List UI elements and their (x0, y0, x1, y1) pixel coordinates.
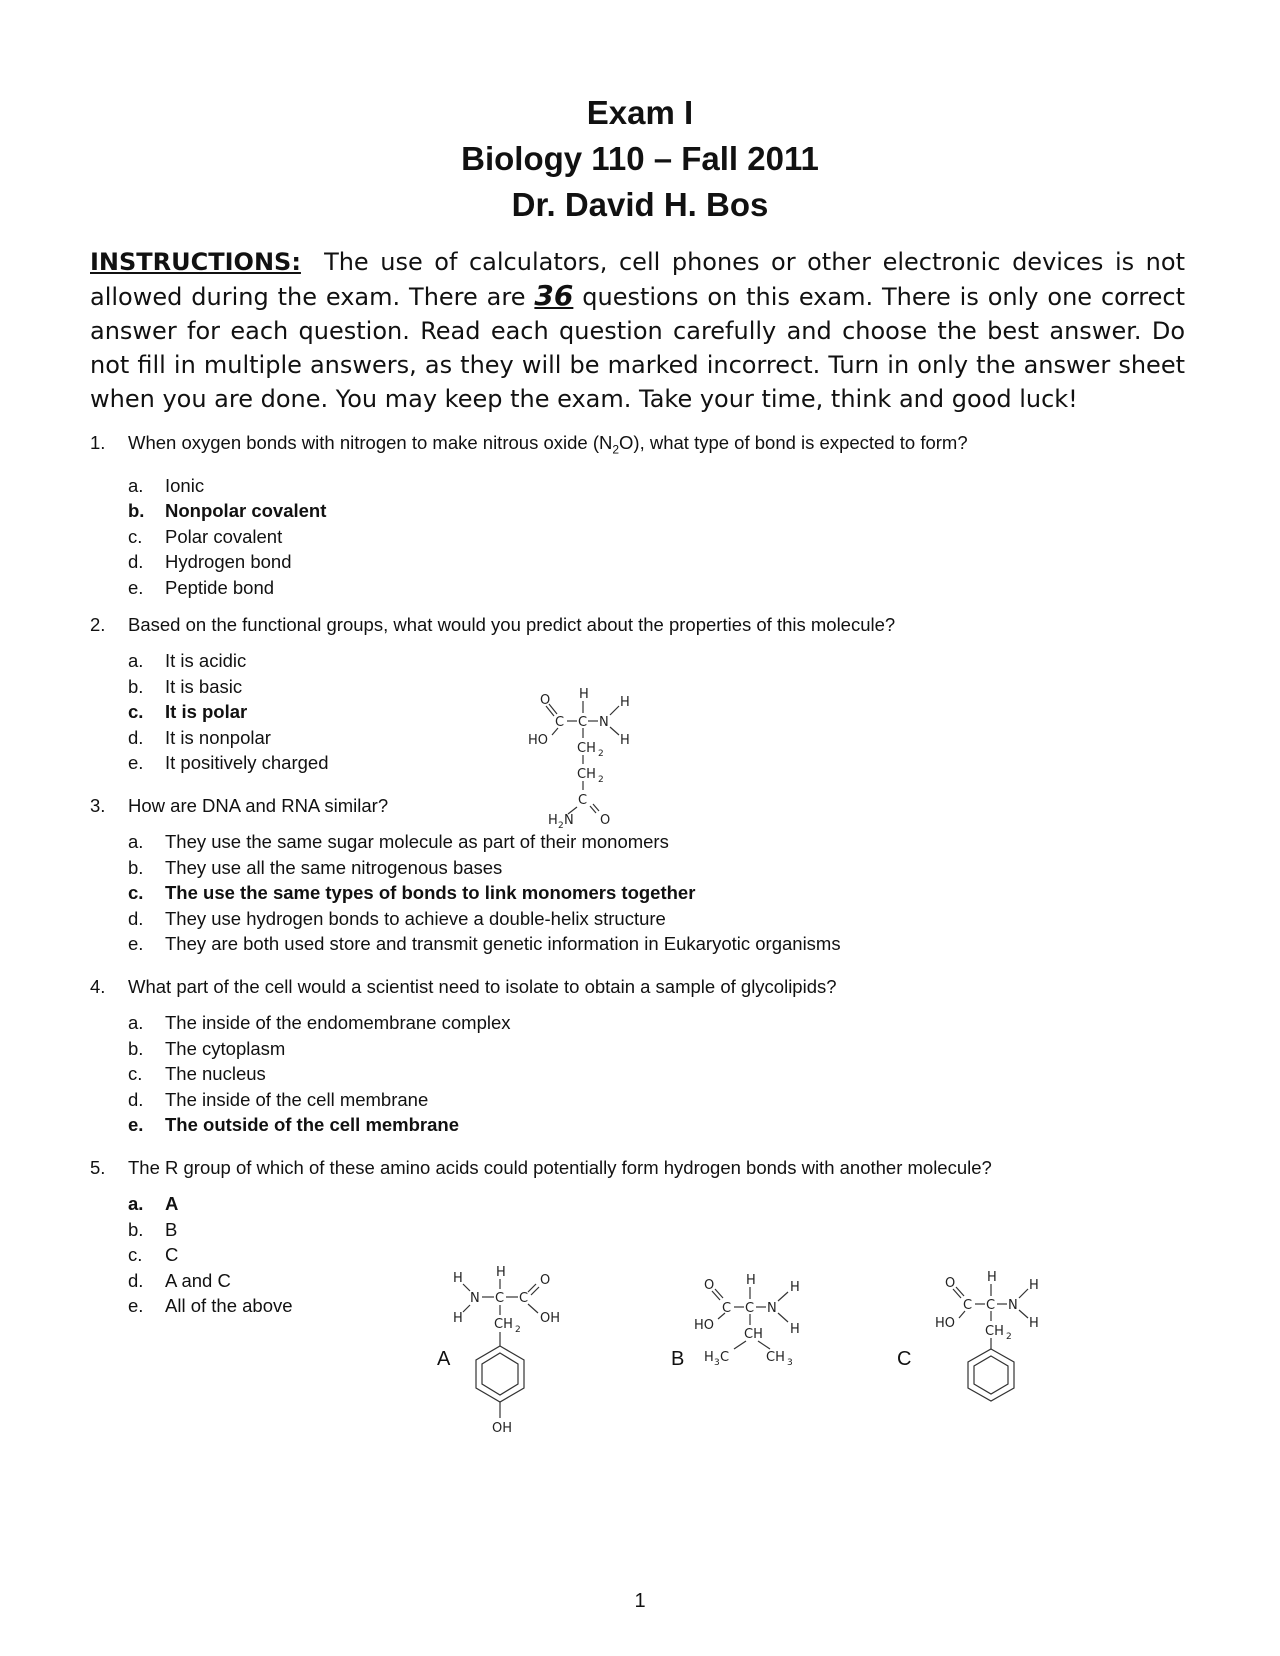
question-number: 4. (90, 976, 106, 997)
choice-c[interactable] (128, 1061, 1190, 1087)
choice-letter: c. (128, 1244, 143, 1266)
svg-text:2: 2 (598, 775, 604, 785)
choice-text: Nonpolar covalent (165, 500, 327, 522)
choice-text: Hydrogen bond (165, 551, 292, 573)
answer-choices (128, 473, 1190, 601)
choice-a[interactable] (128, 1191, 1190, 1217)
svg-text:C: C (519, 1291, 529, 1306)
question-stem (90, 1155, 1190, 1181)
answer-choices (128, 648, 1190, 776)
svg-text:CH: CH (577, 767, 596, 782)
question-text: What part of the cell would a scientist need to isolate to obtain a sample of glycolipids? (128, 976, 837, 997)
choice-b[interactable] (128, 1217, 1190, 1243)
question-text (128, 430, 1190, 463)
choice-text: The inside of the endomembrane complex (165, 1012, 511, 1033)
question-1 (90, 430, 1190, 601)
instructions-text-part2: questions on this exam. There is only one correct answer for each question. Read each question carefully and choose the best answer. Do not fill in multiple answers, as they will be marked incorrect. Turn in only the answer sheet when you are done. You may keep the exam. Take your time, think and good luck! (90, 283, 1185, 413)
svg-text:CH: CH (985, 1324, 1004, 1339)
choice-text: The use the same types of bonds to link monomers together (165, 882, 696, 904)
choice-c[interactable] (128, 699, 1190, 725)
choice-a[interactable] (128, 648, 1190, 674)
question-stem (90, 974, 1190, 1000)
svg-text:H: H (453, 1311, 463, 1326)
choice-text: All of the above (165, 1295, 293, 1317)
svg-text:C: C (745, 1301, 755, 1316)
svg-text:H: H (620, 733, 630, 748)
choice-text: Ionic (165, 474, 205, 496)
question-number: 5. (90, 1157, 106, 1178)
choice-text: It is nonpolar (165, 726, 271, 748)
choice-letter: d. (128, 1269, 144, 1291)
question-text: How are DNA and RNA similar? (128, 795, 389, 816)
svg-text:CH: CH (494, 1317, 513, 1332)
choice-b[interactable] (128, 498, 1190, 524)
choice-letter: a. (128, 1193, 144, 1214)
choice-letter: e. (128, 752, 144, 774)
answer-choices (128, 1010, 1190, 1138)
question-text: Based on the functional groups, what would you predict about the properties of this molecule? (128, 614, 896, 635)
svg-text:H: H (987, 1270, 997, 1285)
svg-text:H: H (746, 1273, 756, 1288)
svg-text:H: H (453, 1271, 463, 1286)
question-stem (90, 430, 1190, 463)
choice-text: The outside of the cell membrane (165, 1114, 460, 1136)
svg-text:N: N (564, 813, 574, 828)
exam-title: Exam I (586, 94, 694, 131)
svg-text:C: C (495, 1291, 505, 1306)
svg-text:H: H (790, 1280, 800, 1295)
choice-text: A (165, 1193, 179, 1214)
choice-letter: d. (128, 907, 144, 929)
svg-text:3: 3 (787, 1358, 793, 1368)
choice-c[interactable] (128, 1242, 1190, 1268)
svg-text:C: C (720, 1350, 730, 1365)
svg-text:O: O (945, 1276, 956, 1291)
svg-text:H: H (620, 695, 630, 710)
choice-text: They use all the same nitrogenous bases (165, 856, 503, 878)
choice-letter: e. (128, 1114, 144, 1136)
question-number: 3. (90, 795, 106, 816)
svg-text:O: O (704, 1278, 715, 1293)
exam-header (0, 90, 1280, 228)
svg-text:O: O (540, 693, 551, 708)
choice-b[interactable] (128, 1036, 1190, 1062)
answer-choices (128, 829, 1190, 957)
svg-text:CH: CH (766, 1350, 785, 1365)
choice-d[interactable] (128, 549, 1190, 575)
choice-letter: a. (128, 1012, 144, 1033)
svg-text:N: N (599, 715, 609, 730)
choice-letter: e. (128, 933, 144, 955)
choice-letter: c. (128, 1063, 143, 1085)
question-number: 1. (90, 432, 106, 453)
svg-text:CH: CH (744, 1327, 763, 1342)
choice-b[interactable] (128, 855, 1190, 881)
choice-a[interactable] (128, 1010, 1190, 1036)
choice-text: The inside of the cell membrane (165, 1088, 429, 1110)
svg-text:C: C (722, 1301, 732, 1316)
svg-text:O: O (600, 813, 611, 828)
choice-letter: b. (128, 500, 145, 522)
choice-letter: a. (128, 474, 144, 496)
choice-letter: d. (128, 1088, 144, 1110)
stem-part: O), what type of bond is expected to form? (619, 432, 968, 453)
choice-text: They are both used store and transmit genetic information in Eukaryotic organisms (165, 933, 841, 955)
choice-letter: e. (128, 577, 144, 599)
svg-text:CH: CH (577, 741, 596, 756)
course-title: Biology 110 – Fall 2011 (461, 140, 819, 177)
choice-text: Peptide bond (165, 577, 275, 599)
svg-text:OH: OH (540, 1311, 561, 1326)
choice-letter: d. (128, 726, 144, 748)
svg-text:C: C (578, 793, 588, 808)
choice-letter: e. (128, 1295, 144, 1317)
svg-text:OH: OH (492, 1421, 513, 1436)
svg-text:H: H (548, 813, 558, 828)
svg-text:2: 2 (558, 821, 564, 830)
svg-text:H: H (1029, 1278, 1039, 1293)
choice-text: It is polar (165, 701, 248, 723)
choice-letter: c. (128, 882, 144, 904)
choice-letter: b. (128, 856, 144, 878)
stem-subscript: 2 (612, 442, 620, 457)
valine-structure (690, 1265, 830, 1375)
svg-text:C: C (963, 1298, 973, 1313)
svg-text:2: 2 (515, 1325, 521, 1335)
choice-text: B (165, 1218, 178, 1240)
choice-c[interactable] (128, 524, 1190, 550)
question-stem (90, 612, 1190, 638)
choice-letter: a. (128, 831, 144, 852)
svg-text:N: N (767, 1301, 777, 1316)
choice-letter: b. (128, 675, 144, 697)
choice-letter: b. (128, 1037, 144, 1059)
choice-e[interactable] (128, 1112, 1190, 1138)
choice-text: It is basic (165, 675, 243, 697)
choice-b[interactable] (128, 674, 1190, 700)
svg-text:2: 2 (598, 749, 604, 759)
svg-text:H: H (496, 1265, 506, 1280)
svg-text:HO: HO (935, 1316, 956, 1331)
svg-text:HO: HO (528, 733, 549, 748)
choice-text: Polar covalent (165, 525, 283, 547)
choice-a[interactable] (128, 473, 1190, 499)
choice-d[interactable] (128, 906, 1190, 932)
stem-part: When oxygen bonds with nitrogen to make nitrous oxide (N (128, 432, 613, 453)
question-stem (90, 793, 1190, 819)
structure-label-b: B (671, 1348, 685, 1370)
structure-label-c: C (897, 1348, 912, 1370)
phenylalanine-structure (925, 1265, 1055, 1415)
svg-text:H: H (790, 1322, 800, 1337)
page-number: 1 (634, 1590, 646, 1612)
instructor-name: Dr. David H. Bos (511, 186, 769, 223)
svg-text:C: C (986, 1298, 996, 1313)
svg-text:2: 2 (1006, 1332, 1012, 1342)
choice-letter: c. (128, 525, 143, 547)
choice-text: It is acidic (165, 650, 247, 671)
choice-text: It positively charged (165, 752, 329, 774)
choice-e[interactable] (128, 750, 1190, 776)
svg-text:N: N (1008, 1298, 1018, 1313)
choice-text: C (165, 1244, 179, 1266)
choice-letter: b. (128, 1218, 144, 1240)
question-4 (90, 974, 1190, 1138)
choice-e[interactable] (128, 931, 1190, 957)
svg-text:HO: HO (694, 1318, 715, 1333)
choice-text: The nucleus (165, 1063, 266, 1085)
choice-letter: d. (128, 551, 144, 573)
svg-text:H: H (579, 687, 589, 702)
structure-label-a: A (437, 1348, 451, 1370)
choice-e[interactable] (128, 575, 1190, 601)
instructions-label: INSTRUCTIONS: (90, 248, 301, 276)
choice-a[interactable] (128, 829, 1190, 855)
svg-text:H: H (704, 1350, 714, 1365)
svg-text:O: O (540, 1273, 551, 1288)
tyrosine-structure (448, 1260, 578, 1450)
question-count: 36 (534, 279, 574, 312)
svg-text:C: C (555, 715, 565, 730)
choice-text: They use hydrogen bonds to achieve a double-helix structure (165, 907, 666, 929)
choice-d[interactable] (128, 1087, 1190, 1113)
choice-d[interactable] (128, 725, 1190, 751)
svg-text:H: H (1029, 1316, 1039, 1331)
choice-c[interactable] (128, 880, 1190, 906)
question-3 (90, 793, 1190, 957)
choice-letter: a. (128, 650, 144, 671)
svg-text:C: C (578, 715, 588, 730)
question-number: 2. (90, 614, 106, 635)
instructions-text-part1: The use of calculators, cell phones or other electronic devices is not allowed during the exam. There are (90, 248, 1185, 311)
choice-text: A and C (165, 1269, 231, 1291)
choice-text: They use the same sugar molecule as part of their monomers (165, 831, 669, 852)
instructions-paragraph (90, 245, 1185, 416)
svg-text:3: 3 (714, 1358, 720, 1368)
choice-letter: c. (128, 701, 144, 723)
question-text: The R group of which of these amino acids could potentially form hydrogen bonds with another molecule? (128, 1157, 992, 1178)
choice-text: The cytoplasm (165, 1037, 286, 1059)
svg-text:N: N (470, 1291, 480, 1306)
